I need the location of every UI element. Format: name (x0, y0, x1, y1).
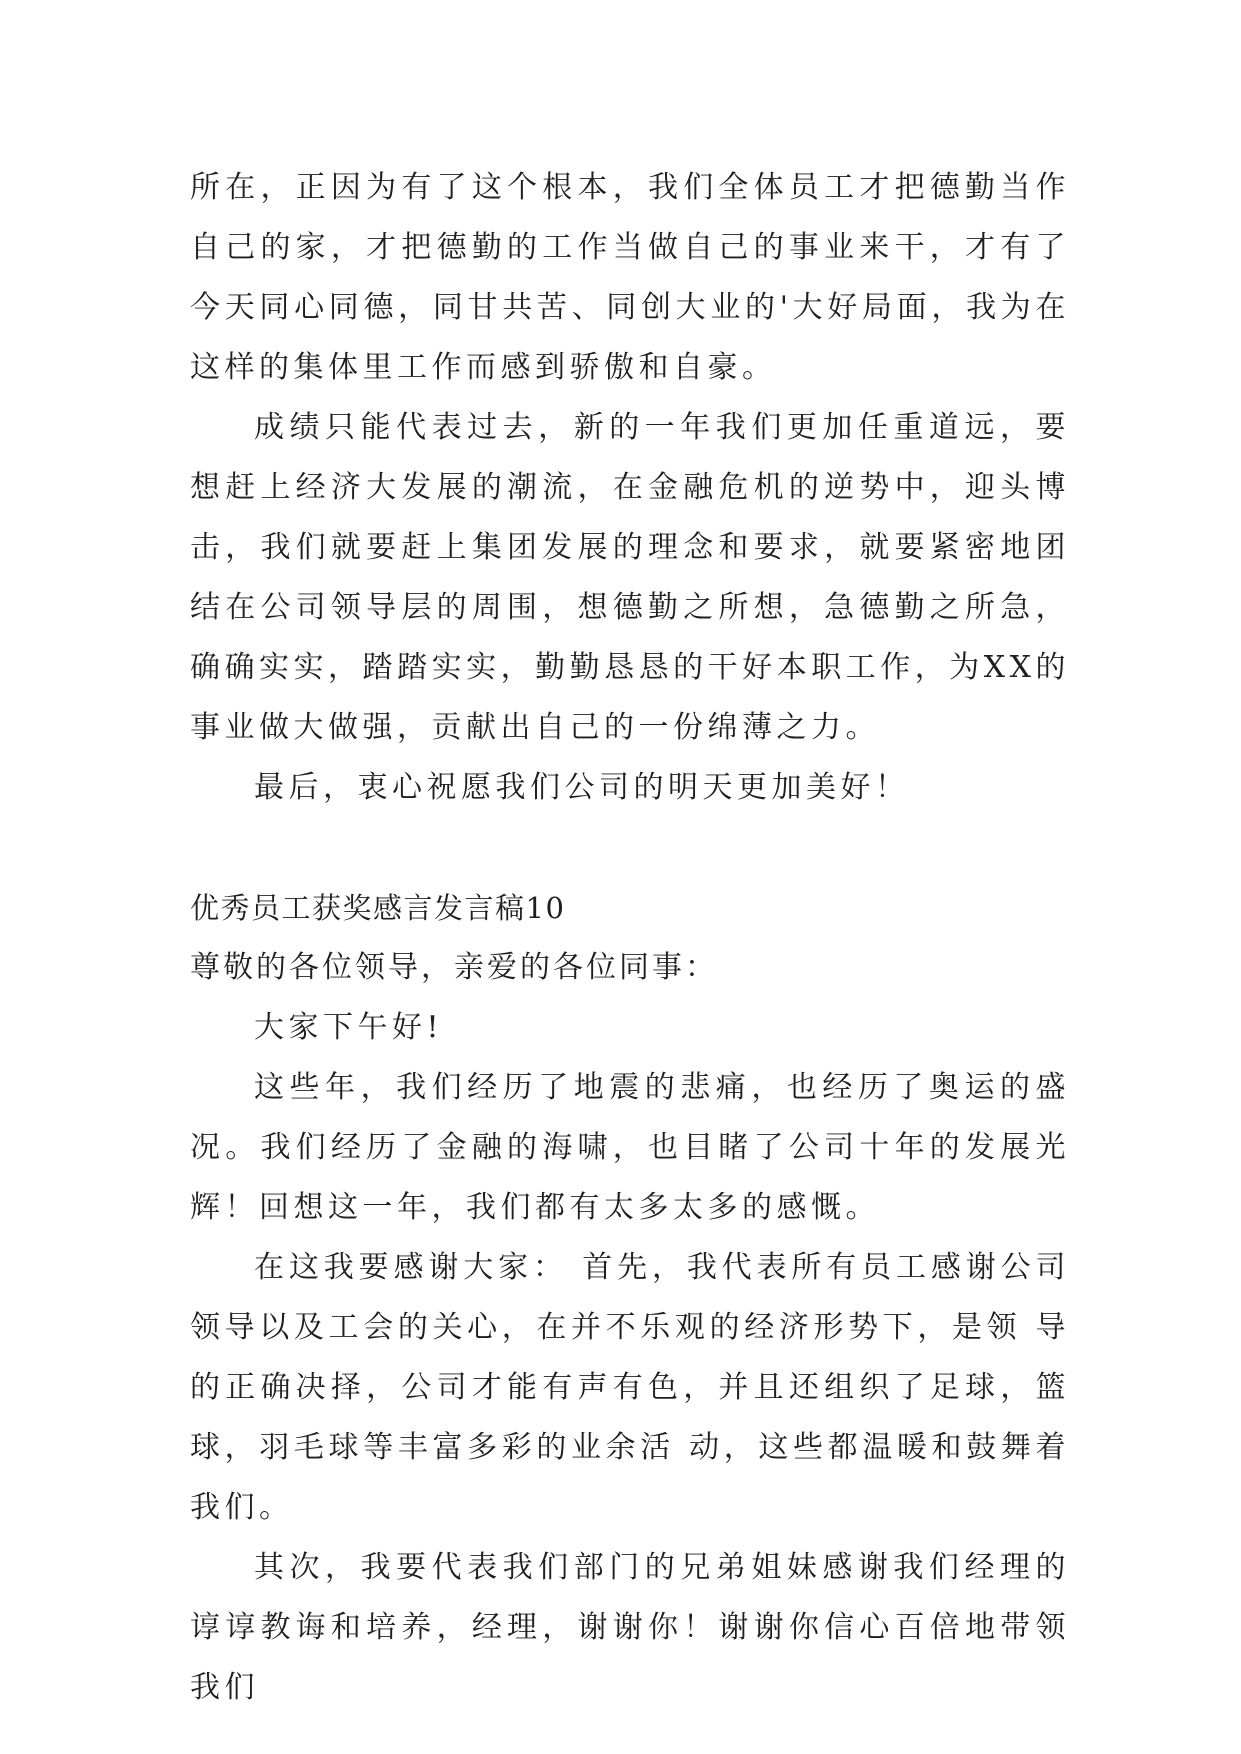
paragraph-thanks-manager: 其次，我要代表我们部门的兄弟姐妹感谢我们经理的谆谆教诲和培养，经理，谢谢你！谢谢你信心百倍地带领我们 (190, 1550, 1070, 1705)
paragraph-continuation: 所在，正因为有了这个根本，我们全体员工才把德勤当作自己的家，才把德勤的工作当做自己的事业来干，才有了今天同心同德，同甘共苦、同创大业的'大好局面，我为在这样的集体里工作而感到骄傲和自豪。 (190, 170, 1070, 385)
paragraph-closing-wish: 最后，衷心祝愿我们公司的明天更加美好！ (254, 770, 910, 805)
salutation: 尊敬的各位领导，亲爱的各位同事： (190, 950, 718, 985)
section-title: 优秀员工获奖感言发言稿10 (190, 891, 566, 925)
document-body (190, 158, 1070, 1718)
paragraph-greeting: 大家下午好! (254, 1010, 444, 1045)
paragraph-thanks-leadership: 在这我要感谢大家： 首先，我代表所有员工感谢公司领导以及工会的关心，在并不乐观的经济形势下，是领 导的正确决择，公司才能有声有色，并且还组织了足球，篮球，羽毛球等丰富多彩的业余活 动，这些都温暖和鼓舞着我们。 (190, 1250, 1070, 1525)
paragraph-reflection: 这些年，我们经历了地震的悲痛，也经历了奥运的盛况。我们经历了金融的海啸，也目睹了公司十年的发展光辉！回想这一年，我们都有太多太多的感慨。 (190, 1070, 1070, 1225)
paragraph-future: 成绩只能代表过去，新的一年我们更加任重道远，要想赶上经济大发展的潮流，在金融危机的逆势中，迎头博击，我们就要赶上集团发展的理念和要求，就要紧密地团结在公司领导层的周围，想德勤之所想，急德勤之所急，确确实实，踏踏实实，勤勤恳恳的干好本职工作，为XX的事业做大做强，贡献出自己的一份绵薄之力。 (190, 410, 1070, 745)
section-gap (190, 818, 1070, 878)
